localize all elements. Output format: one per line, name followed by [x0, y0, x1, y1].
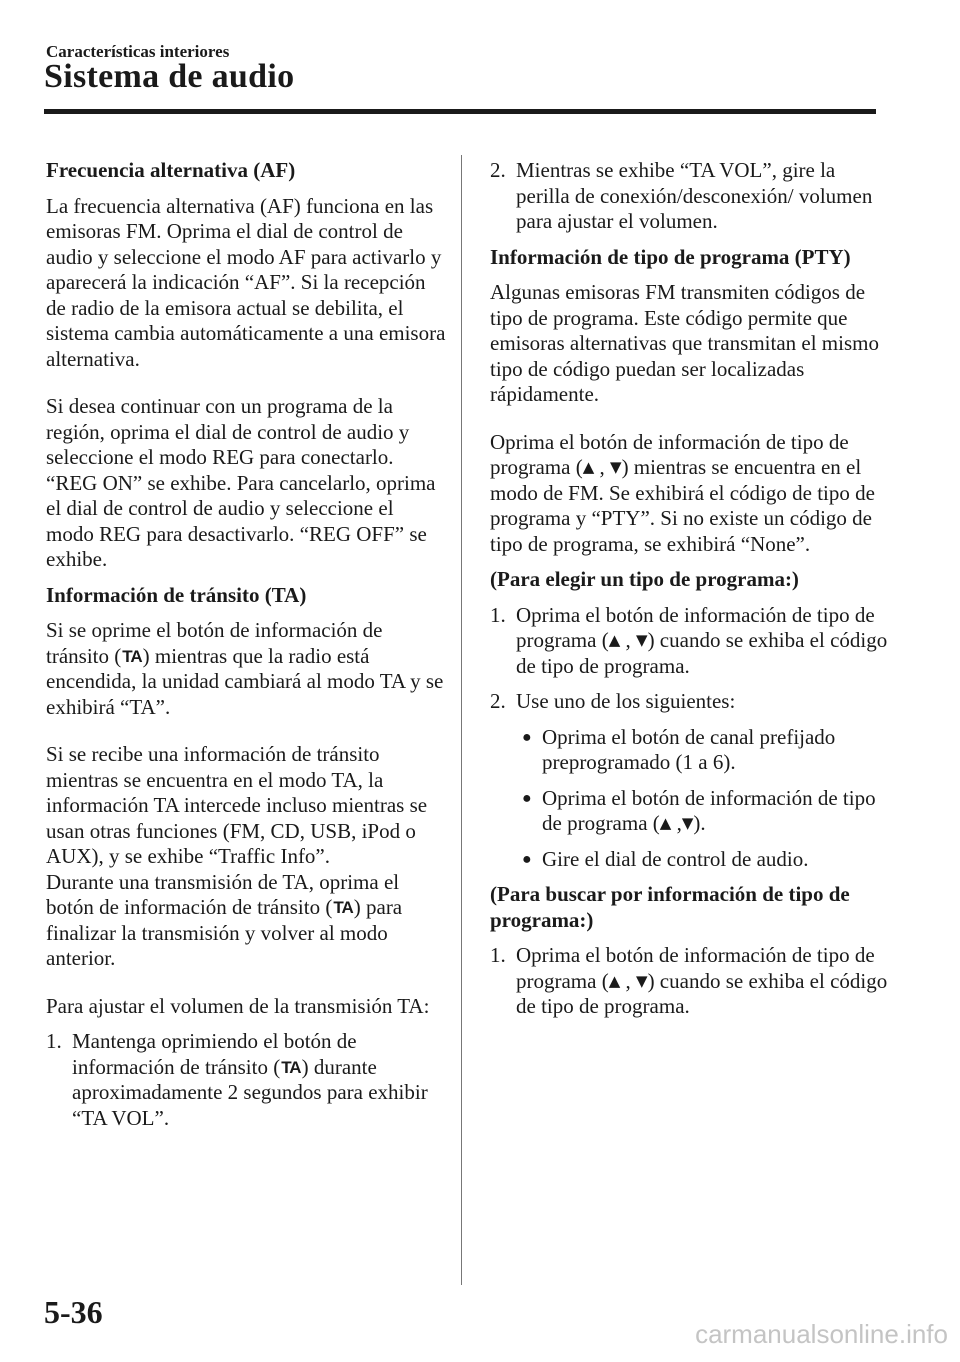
option-bullet-1: ● Oprima el botón de canal prefijado preprogramado (1 a 6). — [522, 724, 836, 774]
choose-heading: (Para elegir un tipo de programa:) — [490, 567, 799, 591]
arrow-down-icon: ▼ — [610, 458, 622, 476]
choose-step-2: 2. Use uno de los siguientes: — [490, 689, 736, 713]
arrow-down-icon: ▼ — [636, 971, 648, 990]
pty-paragraph-1: Algunas emisoras FM transmiten códigos de tipo de programa. Este código permite que emisoras alternativas que transmitan el mismo tipo de código puedan ser localizadas rápidamente. — [490, 280, 879, 406]
header-rule — [44, 109, 876, 114]
column-divider — [461, 155, 462, 1285]
ta-paragraph-1: Si se oprime el botón de información de tránsito (TA) mientras que la radio está encendida, la unidad cambiará al modo TA y se exhibirá “TA”. — [46, 618, 444, 719]
arrow-up-icon: ▲ — [608, 631, 621, 649]
pty-heading: Información de tipo de programa (PTY) — [490, 244, 851, 269]
option-bullet-3: ● Gire el dial de control de audio. — [522, 846, 809, 871]
ta-step-1: 1. Mantenga oprimiendo el botón de información de tránsito (TA) durante aproximadamente 2 segundos para exhibir “TA VOL”. — [46, 1029, 428, 1130]
left-column — [46, 158, 446, 1131]
option-bullet-2: ● Oprima el botón de información de tipo de programa (▲ ,▼). — [522, 785, 876, 835]
watermark: carmanualsonline.info — [695, 1319, 948, 1349]
choose-step-1: 1. Oprima el botón de información de tipo de programa (▲ , ▼) cuando se exhiba el código de tipo de programa. — [490, 602, 888, 678]
arrow-up-icon: ▲ — [582, 458, 595, 476]
search-heading: (Para buscar por información de tipo de programa:) — [490, 882, 850, 932]
arrow-down-icon: ▼ — [636, 631, 648, 649]
arrow-up-icon: ▲ — [608, 971, 621, 990]
ta-volume-intro: Para ajustar el volumen de la transmisión TA: — [46, 993, 430, 1018]
bullet-icon: ● — [522, 728, 532, 746]
ta-button-icon: TA — [122, 646, 142, 666]
right-column — [490, 158, 890, 1020]
bullet-icon: ● — [522, 789, 532, 807]
ta-heading: Información de tránsito (TA) — [46, 582, 307, 607]
ta-step-2: 2. Mientras se exhibe “TA VOL”, gire la perilla de conexión/desconexión/ volumen para ajustar el volumen. — [490, 158, 873, 233]
ta-paragraph-2: Si se recibe una información de tránsito mientras se encuentra en el modo TA, la información TA intercede incluso mientras se usan otras funciones (FM, CD, USB, iPod o AUX), y se exhibe “Traffic Info”. — [46, 742, 428, 868]
af-heading: Frecuencia alternativa (AF) — [46, 158, 296, 182]
pty-paragraph-2: Oprima el botón de información de tipo de programa (▲ , ▼) mientras se encuentra en el modo de FM. Se exhibirá el código de tipo de programa y “PTY”. Si no existe un código de tipo de programa, se exhibirá “None”. — [490, 429, 875, 556]
section-label: Características interiores — [46, 42, 230, 61]
reg-paragraph: Si desea continuar con un programa de la región, oprima el dial de control de audio y seleccione el modo REG para conectarlo. “REG ON” se exhibe. Para cancelarlo, oprima el dial de control de audio y seleccione el modo REG para desactivarlo. “REG OFF” se exhibe. — [46, 394, 436, 571]
arrow-down-icon: ▼ — [681, 814, 694, 832]
arrow-up-icon: ▲ — [659, 814, 672, 832]
page-number: 5-36 — [44, 1294, 103, 1330]
search-step-1: 1. Oprima el botón de información de tipo de programa (▲ , ▼) cuando se exhiba el código de tipo de programa. — [490, 943, 888, 1018]
bullet-icon: ● — [522, 850, 532, 868]
af-paragraph: La frecuencia alternativa (AF) funciona en las emisoras FM. Oprima el dial de control de audio y seleccione el modo AF para activarlo y aparecerá la indicación “AF”. Si la recepción de radio de la emisora actual se debilita, el sistema cambia automáticamente a una emisora alternativa. — [46, 193, 446, 371]
ta-paragraph-3: Durante una transmisión de TA, oprima el botón de información de tránsito (TA) para finalizar la transmisión y volver al modo anterior. — [46, 869, 403, 970]
page-title: Sistema de audio — [44, 58, 295, 95]
ta-button-icon: TA — [281, 1057, 301, 1077]
ta-button-icon: TA — [333, 898, 353, 917]
